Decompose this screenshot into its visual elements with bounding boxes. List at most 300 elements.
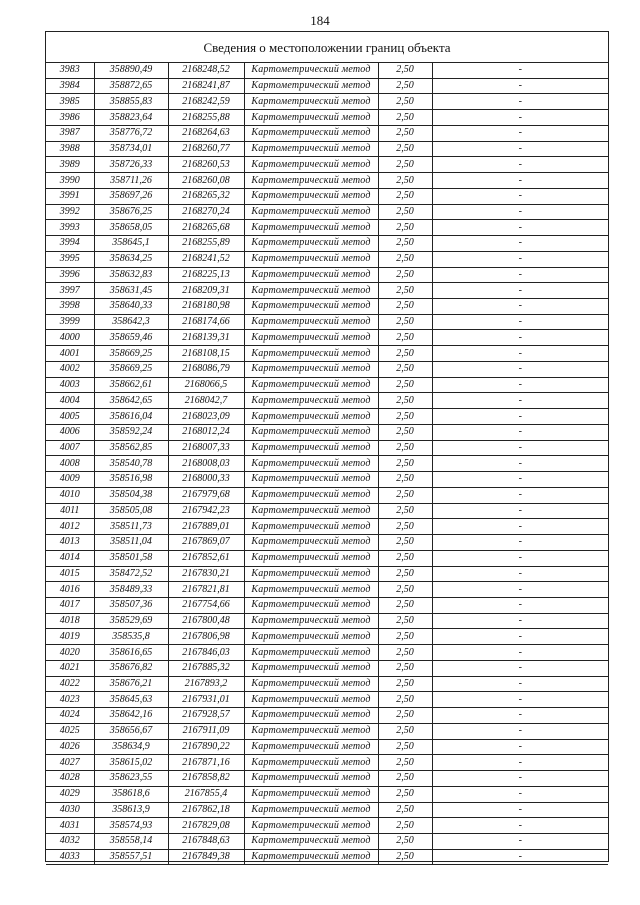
accuracy-cell: 2,50	[378, 660, 432, 676]
point-number-cell: 4024	[46, 708, 94, 724]
note-cell: -	[432, 440, 608, 456]
note-cell: -	[432, 802, 608, 818]
note-cell: -	[432, 818, 608, 834]
method-cell: Картометрический метод	[244, 440, 378, 456]
table-row	[46, 503, 608, 519]
note-cell: -	[432, 63, 608, 78]
table-row	[46, 550, 608, 566]
table-row	[46, 597, 608, 613]
point-number-cell: 4033	[46, 849, 94, 865]
y-coordinate-cell: 2167931,01	[168, 692, 244, 708]
point-number-cell: 3997	[46, 283, 94, 299]
x-coordinate-cell: 358489,33	[94, 582, 168, 598]
x-coordinate-cell: 358872,65	[94, 78, 168, 94]
note-cell: -	[432, 535, 608, 551]
x-coordinate-cell: 358592,24	[94, 424, 168, 440]
table-row	[46, 645, 608, 661]
point-number-cell: 3986	[46, 110, 94, 126]
accuracy-cell: 2,50	[378, 173, 432, 189]
table-row	[46, 566, 608, 582]
accuracy-cell: 2,50	[378, 519, 432, 535]
note-cell: -	[432, 157, 608, 173]
point-number-cell: 4005	[46, 409, 94, 425]
method-cell: Картометрический метод	[244, 472, 378, 488]
table-row	[46, 629, 608, 645]
y-coordinate-cell: 2168242,59	[168, 94, 244, 110]
note-cell: -	[432, 188, 608, 204]
note-cell: -	[432, 472, 608, 488]
note-cell: -	[432, 141, 608, 157]
method-cell: Картометрический метод	[244, 125, 378, 141]
note-cell: -	[432, 786, 608, 802]
y-coordinate-cell: 2167855,4	[168, 786, 244, 802]
method-cell: Картометрический метод	[244, 723, 378, 739]
note-cell: -	[432, 361, 608, 377]
x-coordinate-cell: 358669,25	[94, 361, 168, 377]
note-cell: -	[432, 771, 608, 787]
x-coordinate-cell: 358511,04	[94, 535, 168, 551]
note-cell: -	[432, 314, 608, 330]
accuracy-cell: 2,50	[378, 314, 432, 330]
point-number-cell: 4007	[46, 440, 94, 456]
table-row	[46, 818, 608, 834]
note-cell: -	[432, 267, 608, 283]
method-cell: Картометрический метод	[244, 550, 378, 566]
point-number-cell: 4020	[46, 645, 94, 661]
note-cell: -	[432, 78, 608, 94]
note-cell: -	[432, 645, 608, 661]
y-coordinate-cell: 2167806,98	[168, 629, 244, 645]
table-row	[46, 393, 608, 409]
y-coordinate-cell: 2168008,03	[168, 456, 244, 472]
note-cell: -	[432, 299, 608, 315]
x-coordinate-cell: 358645,1	[94, 236, 168, 252]
y-coordinate-cell: 2167911,09	[168, 723, 244, 739]
y-coordinate-cell: 2167979,68	[168, 487, 244, 503]
x-coordinate-cell: 358507,36	[94, 597, 168, 613]
point-number-cell: 4003	[46, 377, 94, 393]
accuracy-cell: 2,50	[378, 802, 432, 818]
y-coordinate-cell: 2168042,7	[168, 393, 244, 409]
accuracy-cell: 2,50	[378, 629, 432, 645]
table-row	[46, 63, 608, 78]
point-number-cell: 4028	[46, 771, 94, 787]
boundary-table-sheet	[45, 31, 609, 862]
point-number-cell: 3996	[46, 267, 94, 283]
table-row	[46, 833, 608, 849]
note-cell: -	[432, 849, 608, 865]
accuracy-cell: 2,50	[378, 818, 432, 834]
table-row	[46, 424, 608, 440]
accuracy-cell: 2,50	[378, 78, 432, 94]
table-row	[46, 188, 608, 204]
note-cell: -	[432, 94, 608, 110]
point-number-cell: 4017	[46, 597, 94, 613]
x-coordinate-cell: 358535,8	[94, 629, 168, 645]
table-row	[46, 267, 608, 283]
note-cell: -	[432, 676, 608, 692]
method-cell: Картометрический метод	[244, 267, 378, 283]
table-row	[46, 78, 608, 94]
point-number-cell: 3991	[46, 188, 94, 204]
note-cell: -	[432, 173, 608, 189]
y-coordinate-cell: 2168108,15	[168, 346, 244, 362]
y-coordinate-cell: 2167869,07	[168, 535, 244, 551]
accuracy-cell: 2,50	[378, 755, 432, 771]
y-coordinate-cell: 2168241,87	[168, 78, 244, 94]
note-cell: -	[432, 110, 608, 126]
table-row	[46, 125, 608, 141]
note-cell: -	[432, 708, 608, 724]
accuracy-cell: 2,50	[378, 692, 432, 708]
x-coordinate-cell: 358642,16	[94, 708, 168, 724]
method-cell: Картометрический метод	[244, 849, 378, 865]
table-row	[46, 708, 608, 724]
accuracy-cell: 2,50	[378, 503, 432, 519]
point-number-cell: 4010	[46, 487, 94, 503]
point-number-cell: 4009	[46, 472, 94, 488]
point-number-cell: 4027	[46, 755, 94, 771]
method-cell: Картометрический метод	[244, 535, 378, 551]
y-coordinate-cell: 2168255,89	[168, 236, 244, 252]
y-coordinate-cell: 2168265,32	[168, 188, 244, 204]
table-row	[46, 346, 608, 362]
y-coordinate-cell: 2167885,32	[168, 660, 244, 676]
note-cell: -	[432, 755, 608, 771]
x-coordinate-cell: 358472,52	[94, 566, 168, 582]
accuracy-cell: 2,50	[378, 330, 432, 346]
table-row	[46, 94, 608, 110]
point-number-cell: 4004	[46, 393, 94, 409]
x-coordinate-cell: 358505,08	[94, 503, 168, 519]
x-coordinate-cell: 358697,26	[94, 188, 168, 204]
table-row	[46, 236, 608, 252]
note-cell: -	[432, 503, 608, 519]
x-coordinate-cell: 358613,9	[94, 802, 168, 818]
accuracy-cell: 2,50	[378, 645, 432, 661]
x-coordinate-cell: 358640,33	[94, 299, 168, 315]
method-cell: Картометрический метод	[244, 346, 378, 362]
y-coordinate-cell: 2167849,38	[168, 849, 244, 865]
table-row	[46, 173, 608, 189]
note-cell: -	[432, 723, 608, 739]
x-coordinate-cell: 358529,69	[94, 613, 168, 629]
point-number-cell: 4006	[46, 424, 94, 440]
x-coordinate-cell: 358890,49	[94, 63, 168, 78]
method-cell: Картометрический метод	[244, 110, 378, 126]
method-cell: Картометрический метод	[244, 409, 378, 425]
table-row	[46, 519, 608, 535]
method-cell: Картометрический метод	[244, 173, 378, 189]
x-coordinate-cell: 358558,14	[94, 833, 168, 849]
point-number-cell: 4002	[46, 361, 94, 377]
note-cell: -	[432, 393, 608, 409]
method-cell: Картометрический метод	[244, 519, 378, 535]
x-coordinate-cell: 358656,67	[94, 723, 168, 739]
x-coordinate-cell: 358562,85	[94, 440, 168, 456]
y-coordinate-cell: 2167800,48	[168, 613, 244, 629]
accuracy-cell: 2,50	[378, 566, 432, 582]
x-coordinate-cell: 358616,65	[94, 645, 168, 661]
table-row	[46, 283, 608, 299]
table-row	[46, 771, 608, 787]
note-cell: -	[432, 346, 608, 362]
method-cell: Картометрический метод	[244, 833, 378, 849]
accuracy-cell: 2,50	[378, 456, 432, 472]
note-cell: -	[432, 597, 608, 613]
accuracy-cell: 2,50	[378, 723, 432, 739]
x-coordinate-cell: 358676,21	[94, 676, 168, 692]
table-row	[46, 676, 608, 692]
y-coordinate-cell: 2168180,98	[168, 299, 244, 315]
y-coordinate-cell: 2167848,63	[168, 833, 244, 849]
x-coordinate-cell: 358501,58	[94, 550, 168, 566]
point-number-cell: 3984	[46, 78, 94, 94]
y-coordinate-cell: 2167942,23	[168, 503, 244, 519]
accuracy-cell: 2,50	[378, 377, 432, 393]
x-coordinate-cell: 358516,98	[94, 472, 168, 488]
accuracy-cell: 2,50	[378, 613, 432, 629]
accuracy-cell: 2,50	[378, 739, 432, 755]
accuracy-cell: 2,50	[378, 94, 432, 110]
point-number-cell: 4023	[46, 692, 94, 708]
accuracy-cell: 2,50	[378, 550, 432, 566]
accuracy-cell: 2,50	[378, 299, 432, 315]
y-coordinate-cell: 2168248,52	[168, 63, 244, 78]
accuracy-cell: 2,50	[378, 63, 432, 78]
point-number-cell: 4015	[46, 566, 94, 582]
method-cell: Картометрический метод	[244, 802, 378, 818]
method-cell: Картометрический метод	[244, 708, 378, 724]
point-number-cell: 4014	[46, 550, 94, 566]
table-row	[46, 141, 608, 157]
accuracy-cell: 2,50	[378, 535, 432, 551]
note-cell: -	[432, 550, 608, 566]
accuracy-cell: 2,50	[378, 409, 432, 425]
method-cell: Картометрический метод	[244, 818, 378, 834]
y-coordinate-cell: 2168255,88	[168, 110, 244, 126]
method-cell: Картометрический метод	[244, 141, 378, 157]
note-cell: -	[432, 377, 608, 393]
y-coordinate-cell: 2168270,24	[168, 204, 244, 220]
accuracy-cell: 2,50	[378, 110, 432, 126]
method-cell: Картометрический метод	[244, 487, 378, 503]
accuracy-cell: 2,50	[378, 267, 432, 283]
note-cell: -	[432, 660, 608, 676]
point-number-cell: 4030	[46, 802, 94, 818]
method-cell: Картометрический метод	[244, 660, 378, 676]
point-number-cell: 4026	[46, 739, 94, 755]
method-cell: Картометрический метод	[244, 283, 378, 299]
x-coordinate-cell: 358631,45	[94, 283, 168, 299]
accuracy-cell: 2,50	[378, 786, 432, 802]
y-coordinate-cell: 2168000,33	[168, 472, 244, 488]
table-row	[46, 613, 608, 629]
table-row	[46, 472, 608, 488]
y-coordinate-cell: 2168012,24	[168, 424, 244, 440]
x-coordinate-cell: 358634,9	[94, 739, 168, 755]
note-cell: -	[432, 456, 608, 472]
accuracy-cell: 2,50	[378, 188, 432, 204]
note-cell: -	[432, 424, 608, 440]
point-number-cell: 4012	[46, 519, 94, 535]
y-coordinate-cell: 2168174,66	[168, 314, 244, 330]
method-cell: Картометрический метод	[244, 94, 378, 110]
x-coordinate-cell: 358776,72	[94, 125, 168, 141]
method-cell: Картометрический метод	[244, 204, 378, 220]
x-coordinate-cell: 358511,73	[94, 519, 168, 535]
y-coordinate-cell: 2167829,08	[168, 818, 244, 834]
method-cell: Картометрический метод	[244, 78, 378, 94]
note-cell: -	[432, 220, 608, 236]
y-coordinate-cell: 2167754,66	[168, 597, 244, 613]
method-cell: Картометрический метод	[244, 424, 378, 440]
x-coordinate-cell: 358855,83	[94, 94, 168, 110]
method-cell: Картометрический метод	[244, 676, 378, 692]
x-coordinate-cell: 358642,65	[94, 393, 168, 409]
point-number-cell: 3985	[46, 94, 94, 110]
page-number: 184	[310, 13, 330, 28]
x-coordinate-cell: 358734,01	[94, 141, 168, 157]
note-cell: -	[432, 692, 608, 708]
x-coordinate-cell: 358574,93	[94, 818, 168, 834]
method-cell: Картометрический метод	[244, 299, 378, 315]
y-coordinate-cell: 2168139,31	[168, 330, 244, 346]
y-coordinate-cell: 2167846,03	[168, 645, 244, 661]
accuracy-cell: 2,50	[378, 361, 432, 377]
x-coordinate-cell: 358616,04	[94, 409, 168, 425]
x-coordinate-cell: 358540,78	[94, 456, 168, 472]
table-row	[46, 535, 608, 551]
method-cell: Картометрический метод	[244, 597, 378, 613]
y-coordinate-cell: 2167862,18	[168, 802, 244, 818]
y-coordinate-cell: 2167890,22	[168, 739, 244, 755]
accuracy-cell: 2,50	[378, 204, 432, 220]
method-cell: Картометрический метод	[244, 771, 378, 787]
accuracy-cell: 2,50	[378, 393, 432, 409]
table-row	[46, 330, 608, 346]
method-cell: Картометрический метод	[244, 786, 378, 802]
table-row	[46, 739, 608, 755]
x-coordinate-cell: 358659,46	[94, 330, 168, 346]
point-number-cell: 3999	[46, 314, 94, 330]
note-cell: -	[432, 613, 608, 629]
point-number-cell: 3998	[46, 299, 94, 315]
method-cell: Картометрический метод	[244, 582, 378, 598]
method-cell: Картометрический метод	[244, 157, 378, 173]
accuracy-cell: 2,50	[378, 157, 432, 173]
point-number-cell: 3988	[46, 141, 94, 157]
table-body	[46, 63, 608, 865]
table-row	[46, 692, 608, 708]
method-cell: Картометрический метод	[244, 692, 378, 708]
y-coordinate-cell: 2168023,09	[168, 409, 244, 425]
method-cell: Картометрический метод	[244, 63, 378, 78]
table-row	[46, 440, 608, 456]
point-number-cell: 3995	[46, 251, 94, 267]
table-row	[46, 849, 608, 865]
accuracy-cell: 2,50	[378, 849, 432, 865]
point-number-cell: 4029	[46, 786, 94, 802]
x-coordinate-cell: 358618,6	[94, 786, 168, 802]
point-number-cell: 3987	[46, 125, 94, 141]
table-row	[46, 755, 608, 771]
y-coordinate-cell: 2167889,01	[168, 519, 244, 535]
note-cell: -	[432, 582, 608, 598]
accuracy-cell: 2,50	[378, 597, 432, 613]
point-number-cell: 4008	[46, 456, 94, 472]
table-row	[46, 110, 608, 126]
y-coordinate-cell: 2168265,68	[168, 220, 244, 236]
method-cell: Картометрический метод	[244, 377, 378, 393]
note-cell: -	[432, 204, 608, 220]
method-cell: Картометрический метод	[244, 188, 378, 204]
y-coordinate-cell: 2168260,77	[168, 141, 244, 157]
table-row	[46, 409, 608, 425]
accuracy-cell: 2,50	[378, 220, 432, 236]
note-cell: -	[432, 330, 608, 346]
table-row	[46, 361, 608, 377]
point-number-cell: 3992	[46, 204, 94, 220]
x-coordinate-cell: 358676,25	[94, 204, 168, 220]
table-row	[46, 802, 608, 818]
coordinates-table	[46, 63, 608, 865]
table-row	[46, 487, 608, 503]
table-title: Сведения о местоположении границ объекта	[46, 32, 608, 63]
point-number-cell: 4025	[46, 723, 94, 739]
table-row	[46, 660, 608, 676]
accuracy-cell: 2,50	[378, 472, 432, 488]
point-number-cell: 4021	[46, 660, 94, 676]
table-row	[46, 314, 608, 330]
y-coordinate-cell: 2167893,2	[168, 676, 244, 692]
y-coordinate-cell: 2168260,08	[168, 173, 244, 189]
accuracy-cell: 2,50	[378, 236, 432, 252]
point-number-cell: 4001	[46, 346, 94, 362]
method-cell: Картометрический метод	[244, 456, 378, 472]
y-coordinate-cell: 2168260,53	[168, 157, 244, 173]
y-coordinate-cell: 2168086,79	[168, 361, 244, 377]
point-number-cell: 3993	[46, 220, 94, 236]
x-coordinate-cell: 358623,55	[94, 771, 168, 787]
y-coordinate-cell: 2167871,16	[168, 755, 244, 771]
x-coordinate-cell: 358662,61	[94, 377, 168, 393]
accuracy-cell: 2,50	[378, 708, 432, 724]
method-cell: Картометрический метод	[244, 645, 378, 661]
table-row	[46, 220, 608, 236]
note-cell: -	[432, 125, 608, 141]
accuracy-cell: 2,50	[378, 487, 432, 503]
point-number-cell: 4031	[46, 818, 94, 834]
method-cell: Картометрический метод	[244, 220, 378, 236]
table-row	[46, 377, 608, 393]
table-row	[46, 204, 608, 220]
accuracy-cell: 2,50	[378, 440, 432, 456]
point-number-cell: 4016	[46, 582, 94, 598]
x-coordinate-cell: 358726,33	[94, 157, 168, 173]
accuracy-cell: 2,50	[378, 125, 432, 141]
y-coordinate-cell: 2168241,52	[168, 251, 244, 267]
x-coordinate-cell: 358634,25	[94, 251, 168, 267]
note-cell: -	[432, 283, 608, 299]
accuracy-cell: 2,50	[378, 141, 432, 157]
y-coordinate-cell: 2168264,63	[168, 125, 244, 141]
x-coordinate-cell: 358645,63	[94, 692, 168, 708]
accuracy-cell: 2,50	[378, 582, 432, 598]
point-number-cell: 4013	[46, 535, 94, 551]
point-number-cell: 3994	[46, 236, 94, 252]
note-cell: -	[432, 739, 608, 755]
